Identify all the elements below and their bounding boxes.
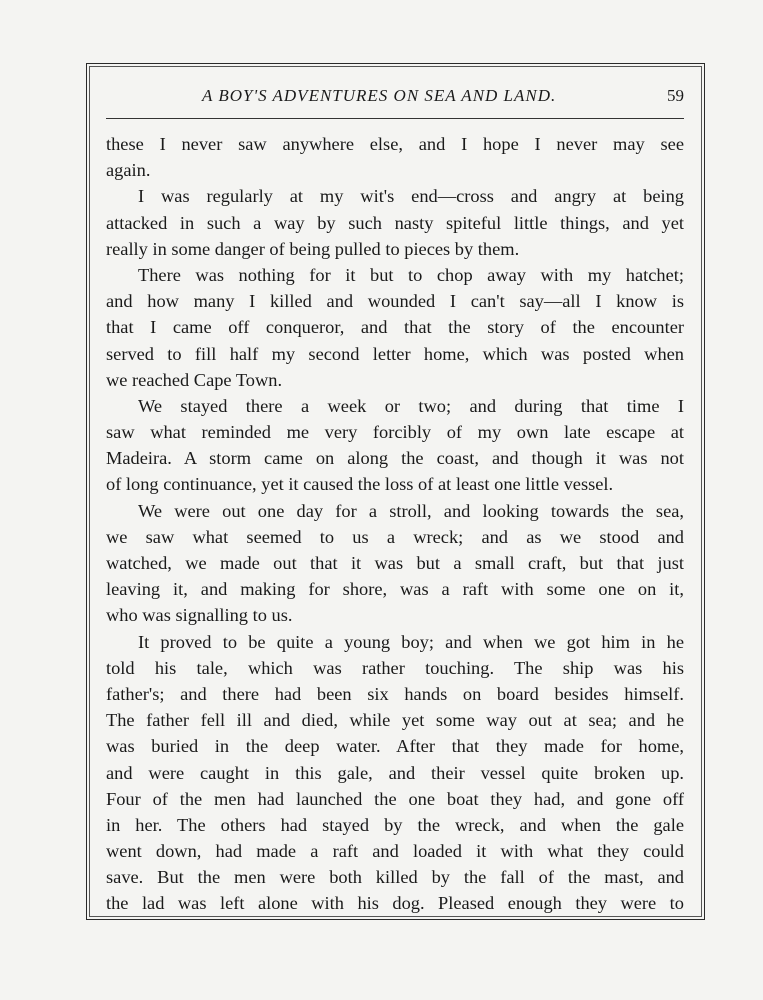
running-head	[106, 86, 684, 112]
body-text	[106, 131, 684, 917]
text-line: saw what reminded me very forcibly of my own late escape at	[106, 422, 684, 443]
text-line: watched, we made out that it was but a small craft, but that just	[106, 553, 684, 573]
text-line: attacked in such a way by such nasty spiteful little things, and yet	[106, 212, 684, 233]
text-line: Four of the men had launched the one boat they had, and gone off	[106, 788, 684, 809]
text-line: in her. The others had stayed by the wreck, and when the gale	[106, 814, 684, 835]
running-title: A BOY'S ADVENTURES ON SEA AND LAND.	[202, 86, 557, 105]
text-line: the lad was left alone with his dog. Pleased enough they were to	[106, 893, 684, 914]
text-line: went down, had made a raft and loaded it with what they could	[106, 841, 684, 862]
text-line: of long continuance, yet it caused the loss of at least one little vessel.	[106, 474, 614, 495]
text-line: and were caught in this gale, and their vessel quite broken up.	[106, 762, 684, 783]
text-line: There was nothing for it but to chop away with my hatchet;	[138, 264, 684, 285]
text-line: save. But the men were both killed by the fall of the mast, and	[106, 867, 684, 888]
text-line: that I came off conqueror, and that the story of the encounter	[106, 317, 684, 338]
text-line: I was regularly at my wit's end—cross and angry at being	[138, 186, 684, 207]
text-line: these I never saw anywhere else, and I hope I never may see	[106, 134, 684, 154]
text-line: we saw what seemed to us a wreck; and as we stood and	[106, 526, 684, 547]
text-line: told his tale, which was rather touching. The ship was his	[106, 657, 684, 678]
text-line: Madeira. A storm came on along the coast, and though it was not	[106, 448, 684, 469]
text-line: It proved to be quite a young boy; and when we got him in he	[138, 631, 684, 652]
text-line: We stayed there a week or two; and during that time I	[138, 395, 684, 416]
text-line: We were out one day for a stroll, and looking towards the sea,	[138, 500, 684, 521]
text-line: served to fill half my second letter home, which was posted when	[106, 343, 684, 364]
text-line: really in some danger of being pulled to pieces by them.	[106, 238, 520, 259]
text-line: and how many I killed and wounded I can't say—all I know is	[106, 291, 684, 312]
text-line: father's; and there had been six hands on board besides himself.	[106, 683, 684, 704]
text-line: leaving it, and making for shore, was a raft with some one on it,	[106, 579, 684, 600]
header-rule	[106, 118, 684, 119]
text-line: was buried in the deep water. After that they made for home,	[106, 736, 684, 757]
text-line: we reached Cape Town.	[106, 369, 283, 390]
text-line: again.	[106, 160, 151, 181]
page-number: 59	[667, 86, 684, 105]
text-line: who was signalling to us.	[106, 605, 293, 626]
text-line: The father fell ill and died, while yet some way out at sea; and he	[106, 710, 684, 731]
